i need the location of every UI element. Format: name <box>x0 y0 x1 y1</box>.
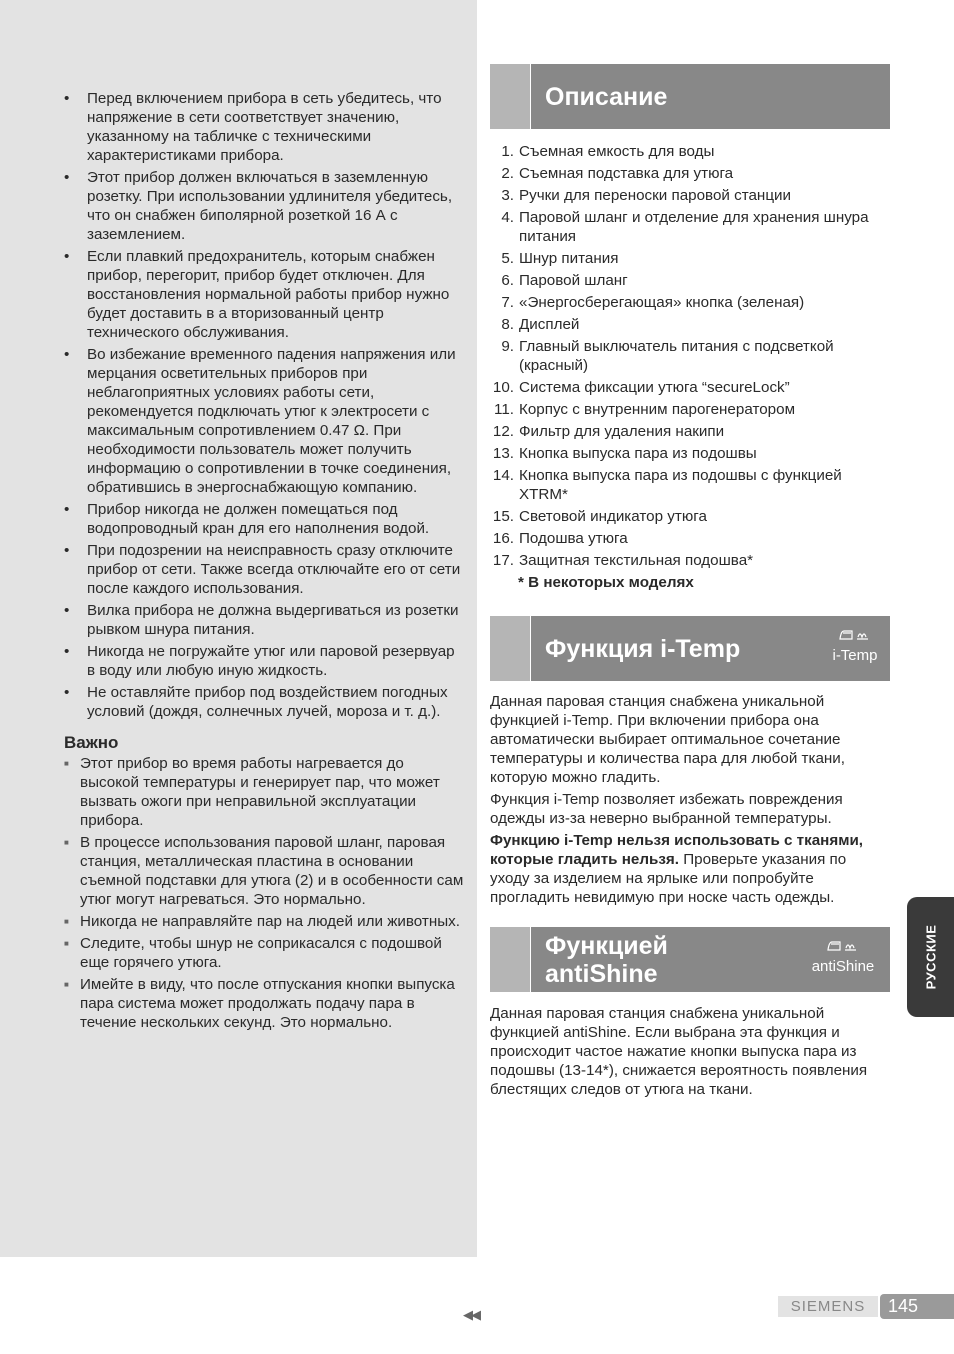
list-item <box>490 186 890 205</box>
list-item-text: Защитная текстильная подошва* <box>519 552 754 569</box>
list-item-text: Главный выключатель питания с подсветкой (красный) <box>519 338 834 374</box>
itemp-badge-label: i-Temp <box>832 647 878 664</box>
list-item <box>490 293 890 312</box>
list-item-text: Кнопка выпуска пара из подошвы <box>519 445 757 462</box>
back-arrows-icon[interactable]: ◀◀ <box>463 1307 479 1322</box>
list-item-number: 8. <box>501 316 514 333</box>
list-item: • Если плавкий предохранитель, которым снабжен прибор, перегорит, прибор будет отключен. Для восстановления нормальной работы прибор нужно будет доставить в а вторизованный центр технического обслуживания. <box>64 247 464 342</box>
list-item <box>490 507 890 526</box>
antishine-title-line2: antiShine <box>545 959 658 988</box>
list-item-number: 15. <box>492 508 514 525</box>
list-item <box>490 444 890 463</box>
list-item-text: Подошва утюга <box>519 530 628 547</box>
list-item: ■ Никогда не направляйте пар на людей или животных. <box>64 912 464 931</box>
list-item <box>490 164 890 183</box>
parts-list <box>490 142 890 570</box>
list-item-number: 14. <box>492 467 514 484</box>
list-item: • Прибор никогда не должен помещаться под водопроводный кран для его наполнения водой. <box>64 500 464 538</box>
right-column <box>490 64 890 1102</box>
footnote: * В некоторых моделях <box>518 574 694 591</box>
itemp-warning: Функцию i-Temp нельзя использовать с тканями, которые гладить нельзя. <box>490 832 863 868</box>
list-item-number: 10. <box>492 379 514 396</box>
list-item-number: 2. <box>501 165 514 182</box>
itemp-badge <box>826 628 884 665</box>
antishine-title-line1: Функцией <box>545 931 668 960</box>
list-item-number: 7. <box>501 294 514 311</box>
list-item-number: 5. <box>501 250 514 267</box>
list-item-text: Дисплей <box>519 316 580 333</box>
description-header <box>490 64 890 129</box>
list-item: ■ Следите, чтобы шнур не соприкасался с подошвой еще горячего утюга. <box>64 934 464 972</box>
itemp-warning-rest: Проверьте указания по уходу за изделием на ярлыке или попробуйте прогладить невидимую при носке часть одежды. <box>490 851 847 906</box>
list-item <box>490 271 890 290</box>
list-item <box>490 378 890 397</box>
header-tab-decoration <box>490 64 531 129</box>
list-item: ■ В процессе использования паровой шланг, паровая станция, металлическая пластина в основании съемной подставки для утюга (2) и в особенности сам утюг могут нагреваться. Это нормально. <box>64 833 464 909</box>
list-item-number: 17. <box>492 552 514 569</box>
list-item-text: Паровой шланг <box>519 272 628 289</box>
itemp-title: Функция i-Temp <box>545 634 741 663</box>
list-item-text: Съемная емкость для воды <box>519 143 715 160</box>
list-item <box>490 249 890 268</box>
list-item: • Не оставляйте прибор под воздействием погодных условий (дождя, солнечных лучей, мороза и т. д.). <box>64 683 464 721</box>
antishine-paragraph: Данная паровая станция снабжена уникальной функцией antiShine. Если выбрана эта функция и происходит частое нажатие кнопки выпуска пара из подошвы (13-14*), снижается вероятность появления блестящих следов от утюга на ткани. <box>490 1005 868 1098</box>
list-item-number: 13. <box>492 445 514 462</box>
list-item-text: Корпус с внутренним парогенератором <box>519 401 796 418</box>
list-item-number: 3. <box>501 187 514 204</box>
header-tab-decoration <box>490 927 531 992</box>
itemp-paragraph-1: Данная паровая станция снабжена уникальной функцией i-Temp. При включении прибора она автоматически выбирает оптимальное сочетание температуры и количества пара для любой ткани, которую можно гладить. <box>490 693 846 786</box>
list-item-number: 11. <box>494 401 514 418</box>
list-item: • Этот прибор должен включаться в заземленную розетку. При использовании удлинителя убедитесь, что он снабжен биполярной розеткой 16 А с заземлением. <box>64 168 464 244</box>
list-item-text: Система фиксации утюга “secureLock” <box>519 379 790 396</box>
iron-steam-icon <box>802 939 884 958</box>
antishine-badge <box>802 939 884 976</box>
important-heading: Важно <box>64 733 119 752</box>
list-item: ■ Имейте в виду, что после отпускания кнопки выпуска пара система может продолжать подачу пара в течение нескольких секунд. Это нормально. <box>64 975 464 1032</box>
brand-label: SIEMENS <box>778 1296 878 1317</box>
page-number: 145 <box>880 1294 954 1319</box>
safety-column <box>64 89 464 1035</box>
list-item-text: Съемная подставка для утюга <box>519 165 734 182</box>
list-item <box>490 142 890 161</box>
list-item-text: Фильтр для удаления накипи <box>519 423 725 440</box>
list-item-number: 4. <box>501 209 514 226</box>
header-tab-decoration <box>490 616 531 681</box>
list-item-number: 6. <box>501 272 514 289</box>
list-item-text: Кнопка выпуска пара из подошвы с функцией XTRM* <box>519 467 842 503</box>
list-item: • Вилка прибора не должна выдергиваться из розетки рывком шнура питания. <box>64 601 464 639</box>
language-tab-label: РУССКИЕ <box>923 924 938 990</box>
language-tab <box>907 897 954 1017</box>
antishine-badge-label: antiShine <box>811 958 875 975</box>
list-item <box>490 422 890 441</box>
antishine-header <box>490 927 890 992</box>
description-title: Описание <box>545 82 668 111</box>
list-item-text: «Энергосберегающая» кнопка (зеленая) <box>519 294 805 311</box>
important-list <box>64 754 464 1032</box>
list-item-number: 16. <box>492 530 514 547</box>
list-item: • Во избежание временного падения напряжения или мерцания осветительных приборов при неблагоприятных условиях работы сети, рекомендуется подключать утюг к электросети с максимальным сопротивлением 0.47 Ω. При необходимости пользователь может получить информацию о сопротивлении в точке соединения, обратившись в энергоснабжающую компанию. <box>64 345 464 497</box>
list-item <box>490 337 890 375</box>
list-item <box>490 400 890 419</box>
list-item-text: Паровой шланг и отделение для хранения шнура питания <box>519 209 869 245</box>
list-item: ■ Этот прибор во время работы нагревается до высокой температуры и генерирует пар, что может вызвать ожоги при неправильной эксплуатации прибора. <box>64 754 464 830</box>
list-item-number: 12. <box>492 423 514 440</box>
itemp-header <box>490 616 890 681</box>
list-item <box>490 315 890 334</box>
list-item <box>490 466 890 504</box>
iron-steam-icon <box>826 628 884 647</box>
list-item <box>490 551 890 570</box>
itemp-paragraph-2: Функция i-Temp позволяет избежать повреждения одежды из-за неверно выбранной температуры. <box>490 791 843 827</box>
list-item: • При подозрении на неисправность сразу отключите прибор от сети. Также всегда отключайте его от сети после каждого использования. <box>64 541 464 598</box>
list-item: • Никогда не погружайте утюг или паровой резервуар в воду или любую иную жидкость. <box>64 642 464 680</box>
safety-bullet-list <box>64 89 464 721</box>
list-item-text: Шнур питания <box>519 250 619 267</box>
list-item-number: 9. <box>501 338 514 355</box>
itemp-paragraph-3 <box>490 831 890 907</box>
list-item <box>490 529 890 548</box>
list-item <box>490 208 890 246</box>
list-item-text: Ручки для переноски паровой станции <box>519 187 791 204</box>
list-item-text: Световой индикатор утюга <box>519 508 707 525</box>
list-item: • Перед включением прибора в сеть убедитесь, что напряжение в сети соответствует значению, указанному на табличке с техническими характеристиками прибора. <box>64 89 464 165</box>
list-item-number: 1. <box>501 143 514 160</box>
